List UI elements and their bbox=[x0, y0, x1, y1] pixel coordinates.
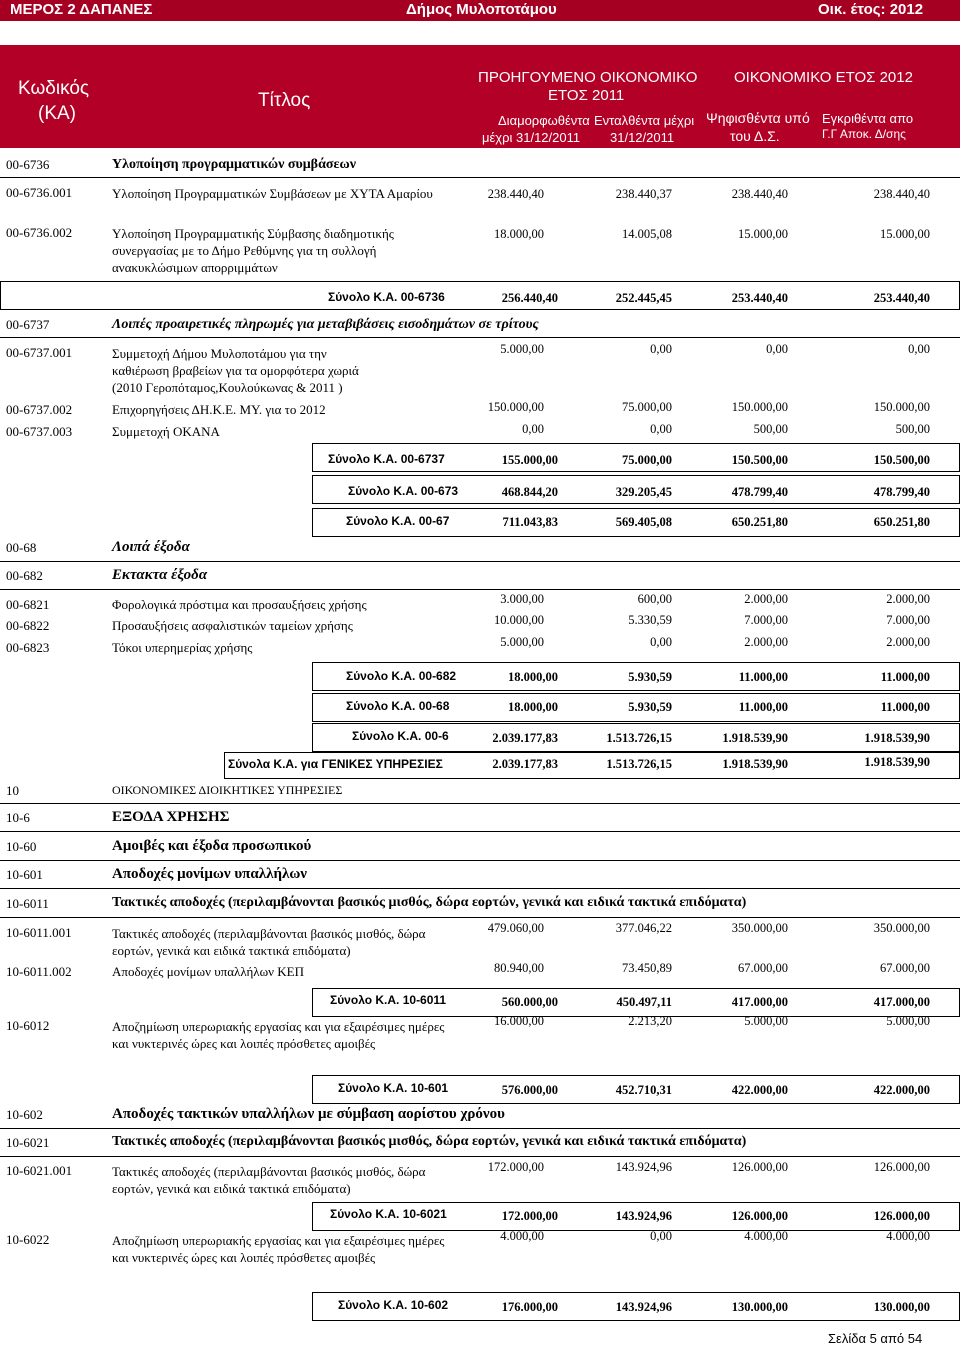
subtotal-voted: 11.000,00 bbox=[738, 670, 788, 684]
row-code: 00-6737.001 bbox=[6, 345, 73, 360]
subtotal-paid: 143.924,96 bbox=[615, 1300, 672, 1314]
row-code: 00-68 bbox=[6, 540, 37, 555]
col-voted-header-sub: του Δ.Σ. bbox=[730, 128, 780, 144]
value-approved: 150.000,00 bbox=[873, 400, 930, 414]
value-approved: 0,00 bbox=[908, 342, 930, 356]
column-header bbox=[0, 45, 960, 148]
subtotal-paid: 569.405,08 bbox=[615, 515, 672, 529]
total-voted: 1.918.539,90 bbox=[722, 757, 788, 771]
row-code: 10-6011.002 bbox=[6, 964, 72, 979]
col-approved-header-sub: Γ.Γ Αποκ. Δ/σης bbox=[822, 127, 906, 141]
value-voted: 500,00 bbox=[753, 422, 788, 436]
row-code: 10-6011 bbox=[6, 896, 49, 911]
value-approved: 238.440,40 bbox=[873, 187, 930, 201]
subtotal-label: Σύνολο Κ.Α. 00-68 bbox=[346, 699, 450, 713]
subtotal-formed: 18.000,00 bbox=[508, 700, 558, 714]
divider bbox=[0, 888, 960, 889]
row-title: Προσαυξήσεις ασφαλιστικών ταμείων χρήσης bbox=[112, 618, 353, 633]
divider bbox=[0, 803, 960, 804]
value-paid: 0,00 bbox=[650, 1229, 672, 1243]
row-code: 00-6737.003 bbox=[6, 424, 73, 439]
row-code: 10-6 bbox=[6, 810, 30, 825]
value-paid: 0,00 bbox=[650, 342, 672, 356]
row-code: 00-6821 bbox=[6, 597, 50, 612]
row-code: 00-6737 bbox=[6, 317, 50, 332]
value-approved: 4.000,00 bbox=[886, 1229, 930, 1243]
subtotal-formed: 176.000,00 bbox=[501, 1300, 558, 1314]
value-formed: 0,00 bbox=[522, 422, 544, 436]
value-paid: 0,00 bbox=[650, 635, 672, 649]
value-approved: 126.000,00 bbox=[873, 1160, 930, 1174]
subtotal-voted: 1.918.539,90 bbox=[722, 731, 788, 745]
value-formed: 4.000,00 bbox=[500, 1229, 544, 1243]
row-title: Επιχορηγήσεις ΔΗ.Κ.Ε. ΜΥ. για το 2012 bbox=[112, 402, 326, 417]
value-voted: 4.000,00 bbox=[744, 1229, 788, 1243]
value-voted: 67.000,00 bbox=[738, 961, 788, 975]
row-code: 10 bbox=[6, 783, 19, 798]
row-code: 00-682 bbox=[6, 568, 43, 583]
subtotal-formed: 560.000,00 bbox=[501, 995, 558, 1009]
value-paid: 238.440,37 bbox=[615, 187, 672, 201]
subtotal-paid: 329.205,45 bbox=[615, 485, 672, 499]
row-code: 10-6011.001 bbox=[6, 925, 72, 940]
row-code: 10-6012 bbox=[6, 1018, 50, 1033]
row-title: Αποζημίωση υπερωριακής εργασίας και για εξαιρέσιμες ημέρες και νυκτερινές ώρες και λοιπές πρόσθετες αμοιβές bbox=[112, 1019, 445, 1051]
subtotal-paid: 252.445,45 bbox=[615, 291, 672, 305]
value-approved: 67.000,00 bbox=[880, 961, 930, 975]
divider bbox=[0, 561, 960, 562]
value-paid: 143.924,96 bbox=[615, 1160, 672, 1174]
value-voted: 0,00 bbox=[766, 342, 788, 356]
divider bbox=[0, 589, 960, 590]
value-voted: 15.000,00 bbox=[738, 227, 788, 241]
subtotal-approved: 11.000,00 bbox=[880, 700, 930, 714]
page-number: Σελίδα 5 από 54 bbox=[828, 1331, 923, 1346]
subtotal-approved: 253.440,40 bbox=[873, 291, 930, 305]
value-voted: 238.440,40 bbox=[731, 187, 788, 201]
total-formed: 2.039.177,83 bbox=[492, 757, 558, 771]
subtotal-paid: 5.930,59 bbox=[628, 670, 672, 684]
value-approved: 500,00 bbox=[895, 422, 930, 436]
value-voted: 7.000,00 bbox=[744, 613, 788, 627]
municipality-name: Δήμος Μυλοποτάμου bbox=[406, 1, 557, 18]
value-approved: 2.000,00 bbox=[886, 635, 930, 649]
row-title: Αποδοχές μονίμων υπαλλήλων bbox=[112, 866, 308, 882]
subtotal-formed: 468.844,20 bbox=[501, 485, 558, 499]
value-voted: 150.000,00 bbox=[731, 400, 788, 414]
row-code: 10-602 bbox=[6, 1107, 43, 1122]
value-paid: 0,00 bbox=[650, 422, 672, 436]
row-title: Αποδοχές τακτικών υπαλλήλων με σύμβαση αορίστου χρόνου bbox=[112, 1106, 505, 1122]
row-code: 00-6822 bbox=[6, 618, 50, 633]
subtotal-label: Σύνολο Κ.Α. 00-67 bbox=[346, 514, 450, 528]
total-approved: 1.918.539,90 bbox=[864, 755, 930, 769]
divider bbox=[0, 917, 960, 918]
value-formed: 3.000,00 bbox=[500, 592, 544, 606]
subtotal-paid: 143.924,96 bbox=[615, 1209, 672, 1223]
row-title: Εκτακτα έξοδα bbox=[112, 567, 208, 583]
subtotal-voted: 126.000,00 bbox=[731, 1209, 788, 1223]
row-title: Υλοποίηση Προγραμματικών Συμβάσεων με ΧΥΤΑ Αμαρίου bbox=[112, 186, 433, 201]
value-voted: 350.000,00 bbox=[731, 921, 788, 935]
prev-year-header: ΠΡΟΗΓΟΥΜΕΝΟ ΟΙΚΟΝΟΜΙΚΟ bbox=[478, 69, 698, 86]
row-title: Λοιπές προαιρετικές πληρωμές για μεταβιβάσεις εισοδημάτων σε τρίτους bbox=[112, 317, 539, 332]
subtotal-approved: 130.000,00 bbox=[873, 1300, 930, 1314]
value-paid: 2.213,20 bbox=[628, 1014, 672, 1028]
subtotal-approved: 417.000,00 bbox=[873, 995, 930, 1009]
divider bbox=[0, 831, 960, 832]
row-title: Υλοποίηση προγραμματικών συμβάσεων bbox=[112, 157, 356, 172]
value-formed: 479.060,00 bbox=[487, 921, 544, 935]
subtotal-label: Σύνολο Κ.Α. 00-682 bbox=[346, 669, 457, 683]
value-approved: 7.000,00 bbox=[886, 613, 930, 627]
value-approved: 2.000,00 bbox=[886, 592, 930, 606]
row-title: Τακτικές αποδοχές (περιλαμβάνονται βασικός μισθός, δώρα εορτών, γενικά και ειδικά τακτικά επιδόματα) bbox=[112, 1134, 747, 1149]
value-approved: 350.000,00 bbox=[873, 921, 930, 935]
code-header-sub: (ΚΑ) bbox=[38, 103, 76, 124]
subtotal-paid: 75.000,00 bbox=[622, 453, 672, 467]
divider bbox=[0, 1128, 960, 1129]
value-paid: 377.046,22 bbox=[615, 921, 672, 935]
subtotal-formed: 172.000,00 bbox=[501, 1209, 558, 1223]
subtotal-label: Σύνολο Κ.Α. 10-602 bbox=[338, 1298, 449, 1312]
value-formed: 18.000,00 bbox=[494, 227, 544, 241]
subtotal-approved: 150.500,00 bbox=[873, 453, 930, 467]
row-title: Αμοιβές και έξοδα προσωπικού bbox=[112, 838, 312, 854]
col-formed-header-sub: μέχρι 31/12/2011 bbox=[482, 130, 581, 145]
subtotal-label: Σύνολο Κ.Α. 00-6737 bbox=[328, 452, 445, 466]
value-formed: 172.000,00 bbox=[487, 1160, 544, 1174]
row-title: Υλοποίηση Προγραμματικής Σύμβασης διαδημοτικής συνεργασίας με το Δήμο Ρεθύμνης για τη συλλογή ανακυκλώσιμων απορριμμάτων bbox=[112, 226, 394, 275]
col-approved-header: Εγκριθέντα απο bbox=[822, 111, 914, 126]
value-approved: 15.000,00 bbox=[880, 227, 930, 241]
subtotal-formed: 155.000,00 bbox=[501, 453, 558, 467]
row-title: Συμμετοχή Δήμου Μυλοποτάμου για την καθιέρωση βραβείων για τα ομορφότερα χωριά (2010 Γεροπόταμος,Κουλούκωνας & 2011 ) bbox=[112, 346, 359, 395]
value-formed: 10.000,00 bbox=[494, 613, 544, 627]
value-formed: 238.440,40 bbox=[487, 187, 544, 201]
row-code: 00-6736.001 bbox=[6, 185, 73, 200]
subtotal-approved: 650.251,80 bbox=[873, 515, 930, 529]
row-title: Αποζημίωση υπερωριακής εργασίας και για εξαιρέσιμες ημέρες και νυκτερινές ώρες και λοιπές πρόσθετες αμοιβές bbox=[112, 1233, 445, 1265]
subtotal-approved: 478.799,40 bbox=[873, 485, 930, 499]
subtotal-voted: 422.000,00 bbox=[731, 1083, 788, 1097]
subtotal-paid: 450.497,11 bbox=[616, 995, 672, 1009]
subtotal-formed: 256.440,40 bbox=[501, 291, 558, 305]
subtotal-label: Σύνολο Κ.Α. 00-6736 bbox=[328, 290, 445, 304]
row-title: Τακτικές αποδοχές (περιλαμβάνονται βασικός μισθός, δώρα εορτών, γενικά και ειδικά τακτικά επιδόματα) bbox=[112, 1164, 426, 1196]
value-formed: 80.940,00 bbox=[494, 961, 544, 975]
col-formed-header: Διαμορφωθέντα bbox=[498, 113, 590, 128]
value-voted: 2.000,00 bbox=[744, 635, 788, 649]
subtotal-formed: 2.039.177,83 bbox=[492, 731, 558, 745]
value-voted: 126.000,00 bbox=[731, 1160, 788, 1174]
row-title: ΟΙΚΟΝΟΜΙΚΕΣ ΔΙΟΙΚΗΤΙΚΕΣ ΥΠΗΡΕΣΙΕΣ bbox=[112, 783, 343, 797]
col-paid-header: Ενταλθέντα μέχρι bbox=[594, 113, 695, 128]
divider bbox=[0, 337, 960, 338]
value-formed: 5.000,00 bbox=[500, 635, 544, 649]
subtotal-label: Σύνολο Κ.Α. 10-6011 bbox=[330, 993, 447, 1007]
subtotal-formed: 576.000,00 bbox=[501, 1083, 558, 1097]
top-bar bbox=[0, 0, 960, 21]
row-code: 10-6021 bbox=[6, 1135, 50, 1150]
subtotal-voted: 130.000,00 bbox=[731, 1300, 788, 1314]
subtotal-voted: 253.440,40 bbox=[731, 291, 788, 305]
row-title: Φορολογικά πρόστιμα και προσαυξήσεις χρήσης bbox=[112, 597, 367, 612]
subtotal-label: Σύνολο Κ.Α. 10-6021 bbox=[330, 1207, 447, 1221]
subtotal-label: Σύνολο Κ.Α. 00-673 bbox=[348, 484, 459, 498]
value-paid: 75.000,00 bbox=[622, 400, 672, 414]
code-header: Κωδικός bbox=[18, 78, 90, 99]
fiscal-year: Οικ. έτος: 2012 bbox=[818, 1, 924, 18]
value-voted: 5.000,00 bbox=[744, 1014, 788, 1028]
divider bbox=[0, 1156, 960, 1157]
divider bbox=[0, 860, 960, 861]
row-title: Συμμετοχή ΟΚΑΝΑ bbox=[112, 424, 220, 439]
row-code: 10-60 bbox=[6, 839, 37, 854]
row-code: 00-6737.002 bbox=[6, 402, 73, 417]
subtotal-approved: 126.000,00 bbox=[873, 1209, 930, 1223]
subtotal-approved: 11.000,00 bbox=[880, 670, 930, 684]
value-paid: 73.450,89 bbox=[622, 961, 672, 975]
row-code: 00-6736 bbox=[6, 157, 50, 172]
row-code: 10-6021.001 bbox=[6, 1163, 73, 1178]
value-formed: 150.000,00 bbox=[487, 400, 544, 414]
subtotal-approved: 1.918.539,90 bbox=[864, 731, 930, 745]
subtotal-paid: 5.930,59 bbox=[628, 700, 672, 714]
subtotal-voted: 150.500,00 bbox=[731, 453, 788, 467]
col-voted-header: Ψηφισθέντα υπό bbox=[706, 110, 810, 126]
value-approved: 5.000,00 bbox=[886, 1014, 930, 1028]
subtotal-formed: 711.043,83 bbox=[502, 515, 558, 529]
total-label: Σύνολα Κ.Α. για ΓΕΝΙΚΕΣ ΥΠΗΡΕΣΙΕΣ bbox=[228, 757, 443, 771]
value-paid: 600,00 bbox=[637, 592, 672, 606]
value-formed: 5.000,00 bbox=[500, 342, 544, 356]
row-title: Τόκοι υπερημερίας χρήσης bbox=[112, 640, 253, 655]
subtotal-approved: 422.000,00 bbox=[873, 1083, 930, 1097]
row-code: 00-6736.002 bbox=[6, 225, 73, 240]
row-code: 00-6823 bbox=[6, 640, 50, 655]
subtotal-label: Σύνολο Κ.Α. 00-6 bbox=[352, 729, 449, 743]
row-title: Λοιπά έξοδα bbox=[112, 539, 190, 555]
col-paid-header-sub: 31/12/2011 bbox=[610, 130, 675, 145]
row-code: 10-6022 bbox=[6, 1232, 50, 1247]
value-formed: 16.000,00 bbox=[494, 1014, 544, 1028]
row-title: Αποδοχές μονίμων υπαλλήλων ΚΕΠ bbox=[112, 964, 305, 979]
row-code: 10-601 bbox=[6, 867, 43, 882]
row-title: ΕΞΟΔΑ ΧΡΗΣΗΣ bbox=[112, 809, 230, 825]
part-label: ΜΕΡΟΣ 2 ΔΑΠΑΝΕΣ bbox=[10, 1, 153, 18]
row-title: Τακτικές αποδοχές (περιλαμβάνονται βασικός μισθός, δώρα εορτών, γενικά και ειδικά τακτικά επιδόματα) bbox=[112, 895, 747, 910]
divider bbox=[0, 177, 960, 178]
value-paid: 5.330,59 bbox=[628, 613, 672, 627]
curr-year-header: ΟΙΚΟΝΟΜΙΚΟ ΕΤΟΣ 2012 bbox=[734, 69, 913, 86]
prev-year-header-sub: ΕΤΟΣ 2011 bbox=[548, 87, 625, 104]
total-paid: 1.513.726,15 bbox=[606, 757, 672, 771]
subtotal-voted: 478.799,40 bbox=[731, 485, 788, 499]
value-voted: 2.000,00 bbox=[744, 592, 788, 606]
row-title: Τακτικές αποδοχές (περιλαμβάνονται βασικός μισθός, δώρα εορτών, γενικά και ειδικά τακτικά επιδόματα) bbox=[112, 926, 426, 958]
subtotal-paid: 452.710,31 bbox=[615, 1083, 672, 1097]
subtotal-voted: 11.000,00 bbox=[738, 700, 788, 714]
value-paid: 14.005,08 bbox=[622, 227, 672, 241]
subtotal-label: Σύνολο Κ.Α. 10-601 bbox=[338, 1081, 449, 1095]
subtotal-voted: 650.251,80 bbox=[731, 515, 788, 529]
subtotal-paid: 1.513.726,15 bbox=[606, 731, 672, 745]
subtotal-voted: 417.000,00 bbox=[731, 995, 788, 1009]
subtotal-formed: 18.000,00 bbox=[508, 670, 558, 684]
title-header: Τίτλος bbox=[258, 90, 311, 111]
